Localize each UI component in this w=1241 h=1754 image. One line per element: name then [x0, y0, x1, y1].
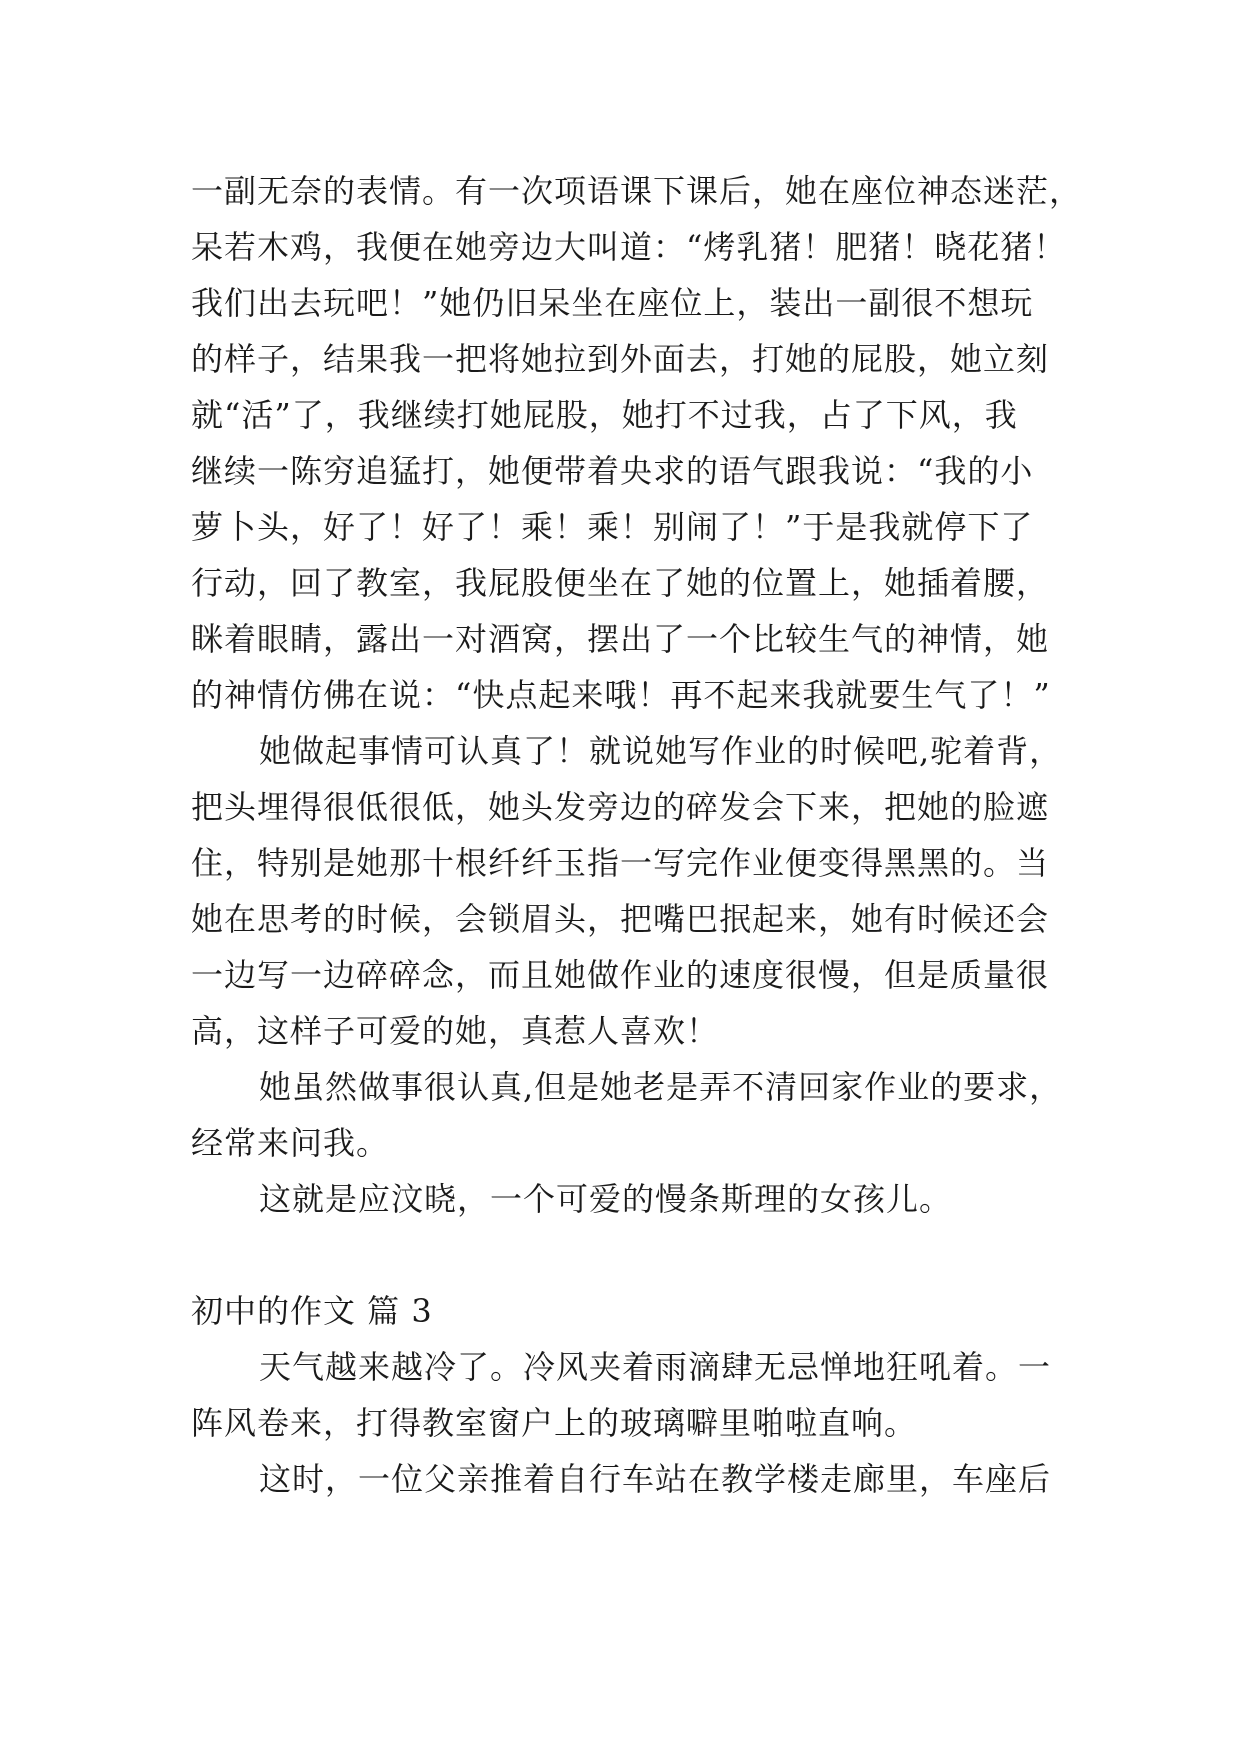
text-line: 行动，回了教室，我屁股便坐在了她的位置上，她插着腰，: [191, 564, 1050, 602]
paragraph-ask: [191, 1059, 1061, 1171]
text-line: 经常来问我。: [191, 1124, 390, 1162]
text-line: 这时，一位父亲推着自行车站在教学楼走廊里，车座后: [259, 1460, 1052, 1498]
text-line: 天气越来越冷了。冷风夹着雨滴肆无忌惮地狂吼着。一: [259, 1348, 1052, 1386]
paragraph-weather: [191, 1339, 1061, 1451]
text-line: 高，这样子可爱的她，真惹人喜欢！: [191, 1012, 720, 1050]
section-heading: 初中的作文 篇 3: [191, 1292, 433, 1330]
text-line: 的样子，结果我一把将她拉到外面去，打她的屁股，她立刻: [191, 340, 1050, 378]
document-body: [191, 163, 1083, 1507]
text-line: 呆若木鸡，我便在她旁边大叫道：“烤乳猪！肥猪！晓花猪！: [191, 228, 1067, 266]
text-line: 一副无奈的表情。有一次项语课下课后，她在座位神态迷茫，: [191, 172, 1083, 210]
text-line: 她做起事情可认真了！就说她写作业的时候吧,驼着背，: [259, 732, 1063, 770]
text-line: 眯着眼睛，露出一对酒窝，摆出了一个比较生气的神情，她: [191, 620, 1050, 658]
text-line: 就“活”了，我继续打她屁股，她打不过我，占了下风，我: [191, 396, 1018, 434]
text-line: 她虽然做事很认真,但是她老是弄不清回家作业的要求，: [259, 1068, 1063, 1106]
text-line: 这就是应汶晓，一个可爱的慢条斯理的女孩儿。: [259, 1180, 953, 1218]
spacer: [191, 1227, 1061, 1283]
text-line: 阵风卷来，打得教室窗户上的玻璃噼里啪啦直响。: [191, 1404, 918, 1442]
text-line: 萝卜头，好了！好了！乘！乘！别闹了！”于是我就停下了: [191, 508, 1034, 546]
paragraph-continued: [191, 163, 1083, 723]
text-line: 住，特别是她那十根纤纤玉指一写完作业便变得黑黑的。当: [191, 844, 1050, 882]
text-line: 她在思考的时候，会锁眉头，把嘴巴抿起来，她有时候还会: [191, 900, 1050, 938]
text-line: 一边写一边碎碎念，而且她做作业的速度很慢，但是质量很: [191, 956, 1050, 994]
paragraph-homework: [191, 723, 1061, 1059]
text-line: 的神情仿佛在说：“快点起来哦！再不起来我就要生气了！”: [191, 676, 1051, 714]
text-line: 把头埋得很低很低，她头发旁边的碎发会下来，把她的脸遮: [191, 788, 1050, 826]
paragraph-father: [191, 1451, 1061, 1507]
paragraph-conclusion: [191, 1171, 1061, 1227]
text-line: 我们出去玩吧！”她仍旧呆坐在座位上，装出一副很不想玩: [191, 284, 1034, 322]
text-line: 继续一陈穷追猛打，她便带着央求的语气跟我说：“我的小: [191, 452, 1034, 490]
